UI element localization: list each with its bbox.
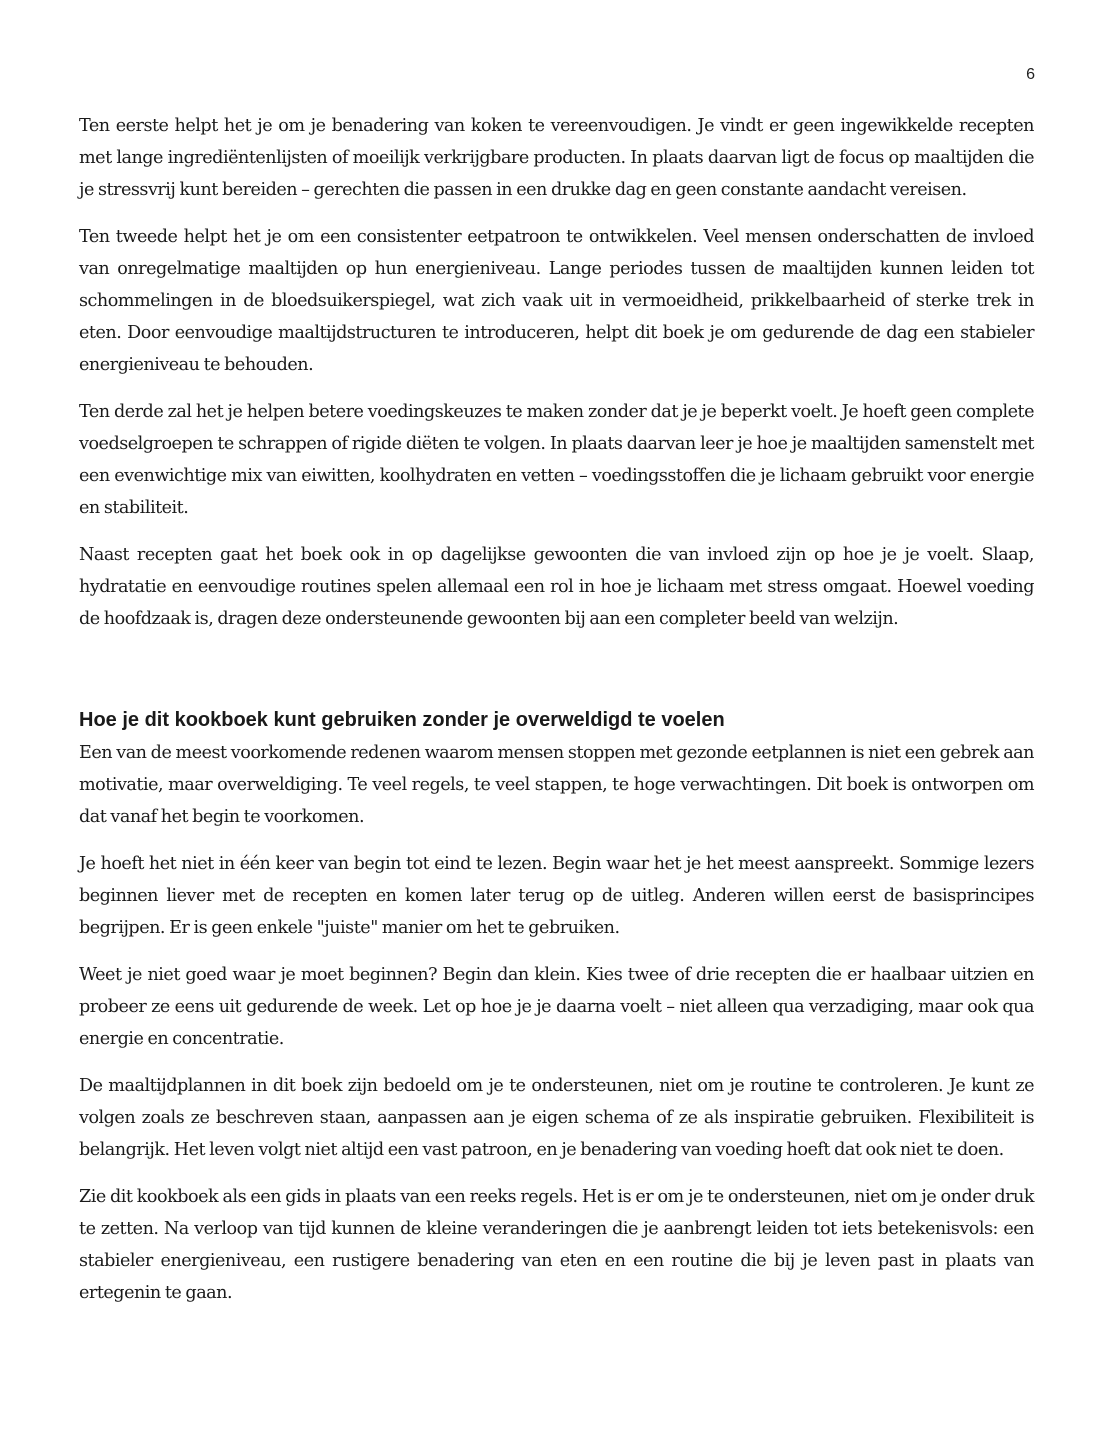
section-paragraph-2: Je hoeft het niet in één keer van begin tot eind te lezen. Begin waar het je het meest aanspreekt. Sommige lezers beginnen liever met de recepten en komen later terug op de uitleg. Anderen willen eerst de basisprincipes begrijpen. Er is geen enkele "juiste" manier om het te gebruiken. [79, 854, 1034, 938]
intro-paragraph-2: Ten tweede helpt het je om een consistenter eetpatroon te ontwikkelen. Veel mensen onderschatten de invloed van onregelmatige maaltijden op hun energieniveau. Lange periodes tussen de maaltijden kunnen leiden tot schommelingen in de bloedsuikerspiegel, wat zich vaak uit in vermoeidheid, prikkelbaarheid of sterke trek in eten. Door eenvoudige maaltijdstructuren te introduceren, helpt dit boek je om gedurende de dag een stabieler energieniveau te behouden. [79, 227, 1034, 375]
document-body [79, 110, 1034, 1324]
section-heading: Hoe je dit kookboek kunt gebruiken zonder je overweldigd te voelen [79, 709, 725, 731]
section-paragraph-3: Weet je niet goed waar je moet beginnen? Begin dan klein. Kies twee of drie recepten die er haalbaar uitzien en probeer ze eens uit gedurende de week. Let op hoe je je daarna voelt – niet alleen qua verzadiging, maar ook qua energie en concentratie. [79, 965, 1034, 1049]
intro-paragraph-3: Ten derde zal het je helpen betere voedingskeuzes te maken zonder dat je je beperkt voelt. Je hoeft geen complete voedselgroepen te schrappen of rigide diëten te volgen. In plaats daarvan leer je hoe je maaltijden samenstelt met een evenwichtige mix van eiwitten, koolhydraten en vetten – voedingsstoffen die je lichaam gebruikt voor energie en stabiliteit. [79, 402, 1034, 518]
section-paragraph-5: Zie dit kookboek als een gids in plaats van een reeks regels. Het is er om je te ondersteunen, niet om je onder druk te zetten. Na verloop van tijd kunnen de kleine veranderingen die je aanbrengt leiden tot iets betekenisvols: een stabieler energieniveau, een rustigere benadering van eten en een routine die bij je leven past in plaats van ertegenin te gaan. [79, 1187, 1034, 1303]
section-paragraph-1: Een van de meest voorkomende redenen waarom mensen stoppen met gezonde eetplannen is niet een gebrek aan motivatie, maar overweldiging. Te veel regels, te veel stappen, te hoge verwachtingen. Dit boek is ontworpen om dat vanaf het begin te voorkomen. [79, 743, 1034, 827]
intro-paragraph-4: Naast recepten gaat het boek ook in op dagelijkse gewoonten die van invloed zijn op hoe je je voelt. Slaap, hydratatie en eenvoudige routines spelen allemaal een rol in hoe je lichaam met stress omgaat. Hoewel voeding de hoofdzaak is, dragen deze ondersteunende gewoonten bij aan een completer beeld van welzijn. [79, 545, 1034, 629]
section-paragraph-4: De maaltijdplannen in dit boek zijn bedoeld om je te ondersteunen, niet om je routine te controleren. Je kunt ze volgen zoals ze beschreven staan, aanpassen aan je eigen schema of ze als inspiratie gebruiken. Flexibiliteit is belangrijk. Het leven volgt niet altijd een vast patroon, en je benadering van voeding hoeft dat ook niet te doen. [79, 1076, 1034, 1160]
intro-paragraph-1: Ten eerste helpt het je om je benadering van koken te vereenvoudigen. Je vindt er geen ingewikkelde recepten met lange ingrediëntenlijsten of moeilijk verkrijgbare producten. In plaats daarvan ligt de focus op maaltijden die je stressvrij kunt bereiden – gerechten die passen in een drukke dag en geen constante aandacht vereisen. [79, 116, 1034, 200]
page-number: 6 [1026, 66, 1035, 83]
